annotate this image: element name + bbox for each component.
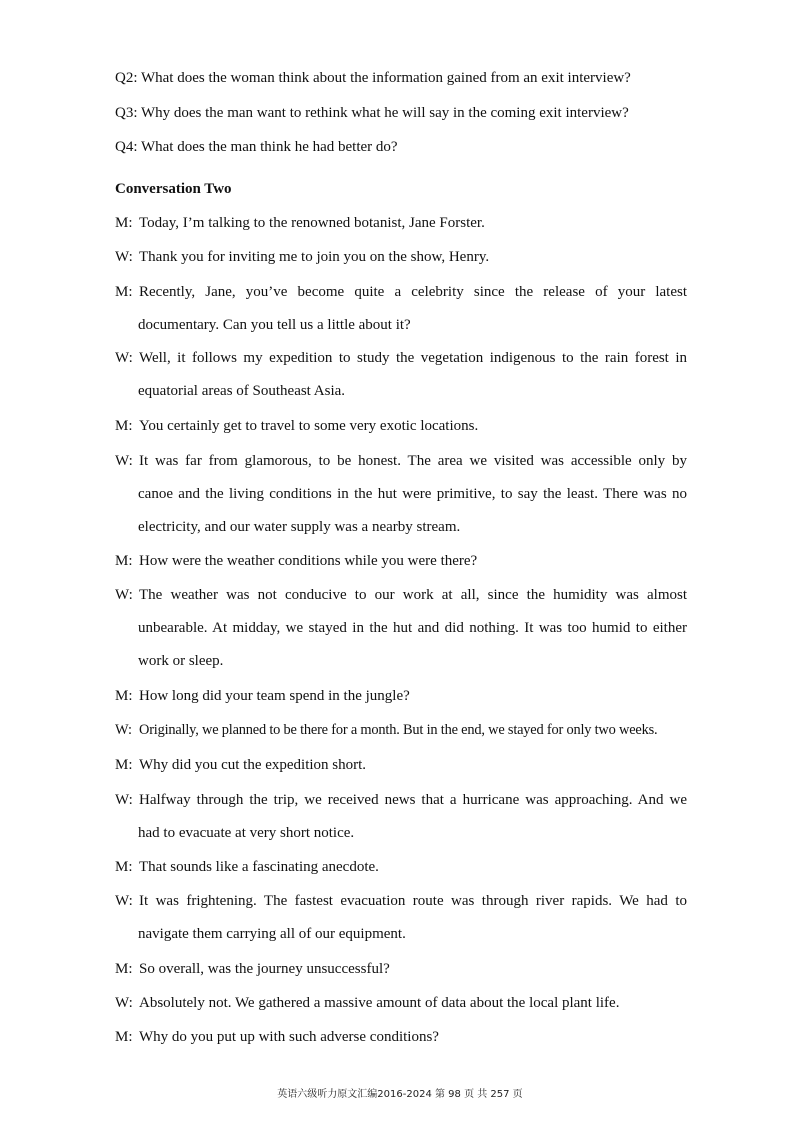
dialogue-line: How were the weather conditions while you were there? <box>139 553 478 569</box>
dialogue-line: work or sleep. <box>138 653 224 669</box>
dialogue-line: navigate them carrying all of our equipment. <box>138 926 406 942</box>
speaker-label: W: <box>115 453 133 469</box>
dialogue-turn <box>115 276 687 342</box>
dialogue-turn <box>115 680 687 713</box>
dialogue-line: Today, I’m talking to the renowned botanist, Jane Forster. <box>139 215 485 231</box>
dialogue-line: It was far from glamorous, to be honest. The area we visited was accessible only by <box>139 453 687 469</box>
dialogue-line: Why did you cut the expedition short. <box>139 757 367 773</box>
dialogue-line: Halfway through the trip, we received news that a hurricane was approaching. And we <box>139 792 687 808</box>
dialogue-turn <box>115 784 687 850</box>
speaker-label: W: <box>115 587 133 603</box>
dialogue-line: Recently, Jane, you’ve become quite a celebrity since the release of your latest <box>139 284 687 300</box>
dialogue-turn <box>115 241 687 274</box>
dialogue-line: Thank you for inviting me to join you on the show, Henry. <box>139 249 490 265</box>
dialogue-line: equatorial areas of Southeast Asia. <box>138 383 346 399</box>
dialogue-line: canoe and the living conditions in the hut were primitive, to say the least. There was no <box>138 486 687 502</box>
dialogue-turn <box>115 851 687 884</box>
dialogue-turn <box>115 342 687 408</box>
dialogue-turn <box>115 410 687 443</box>
dialogue-turn <box>115 749 687 782</box>
dialogue-turn <box>115 885 687 951</box>
speaker-label: W: <box>115 249 133 265</box>
dialogue-turn <box>115 545 687 578</box>
dialogue-line: You certainly get to travel to some very exotic locations. <box>139 418 479 434</box>
speaker-label: W: <box>115 722 133 738</box>
speaker-label: W: <box>115 893 133 909</box>
section-title: Conversation Two <box>115 181 232 197</box>
dialogue-turn <box>115 445 687 544</box>
dialogue-turn <box>115 207 687 240</box>
dialogue-line: That sounds like a fascinating anecdote. <box>139 859 379 875</box>
speaker-label: M: <box>115 1029 133 1045</box>
dialogue-line: unbearable. At midday, we stayed in the hut and did nothing. It was too humid to either <box>138 620 687 636</box>
question-line: Q4: What does the man think he had better do? <box>115 139 398 155</box>
dialogue-line: documentary. Can you tell us a little about it? <box>138 317 411 333</box>
dialogue-line: The weather was not conducive to our work at all, since the humidity was almost <box>139 587 687 603</box>
speaker-label: M: <box>115 961 133 977</box>
speaker-label: M: <box>115 284 133 300</box>
speaker-label: M: <box>115 553 133 569</box>
dialogue-line: Well, it follows my expedition to study the vegetation indigenous to the rain forest in <box>139 350 687 366</box>
speaker-label: W: <box>115 350 133 366</box>
speaker-label: M: <box>115 757 133 773</box>
dialogue-turn <box>115 714 687 747</box>
dialogue-line: Why do you put up with such adverse conditions? <box>139 1029 439 1045</box>
dialogue-turn <box>115 1021 687 1054</box>
question-line: Q2: What does the woman think about the information gained from an exit interview? <box>115 70 631 86</box>
dialogue-turn <box>115 987 687 1020</box>
speaker-label: W: <box>115 995 133 1011</box>
question-line: Q3: Why does the man want to rethink what he will say in the coming exit interview? <box>115 105 629 121</box>
speaker-label: M: <box>115 418 133 434</box>
speaker-label: M: <box>115 215 133 231</box>
dialogue-line: It was frightening. The fastest evacuation route was through river rapids. We had to <box>139 893 687 909</box>
dialogue-line: So overall, was the journey unsuccessful? <box>139 961 390 977</box>
speaker-label: M: <box>115 859 133 875</box>
dialogue-line: Absolutely not. We gathered a massive amount of data about the local plant life. <box>139 995 620 1011</box>
dialogue-line: How long did your team spend in the jungle? <box>139 688 410 704</box>
speaker-label: M: <box>115 688 133 704</box>
dialogue-line: electricity, and our water supply was a nearby stream. <box>138 519 461 535</box>
speaker-label: W: <box>115 792 133 808</box>
dialogue-turn <box>115 953 687 986</box>
dialogue-line: had to evacuate at very short notice. <box>138 825 355 841</box>
dialogue-turn <box>115 579 687 678</box>
page-footer: 英语六级听力原文汇编2016-2024 第 98 页 共 257 页 <box>277 1089 523 1100</box>
dialogue-line: Originally, we planned to be there for a month. But in the end, we stayed for only two weeks. <box>139 722 658 738</box>
